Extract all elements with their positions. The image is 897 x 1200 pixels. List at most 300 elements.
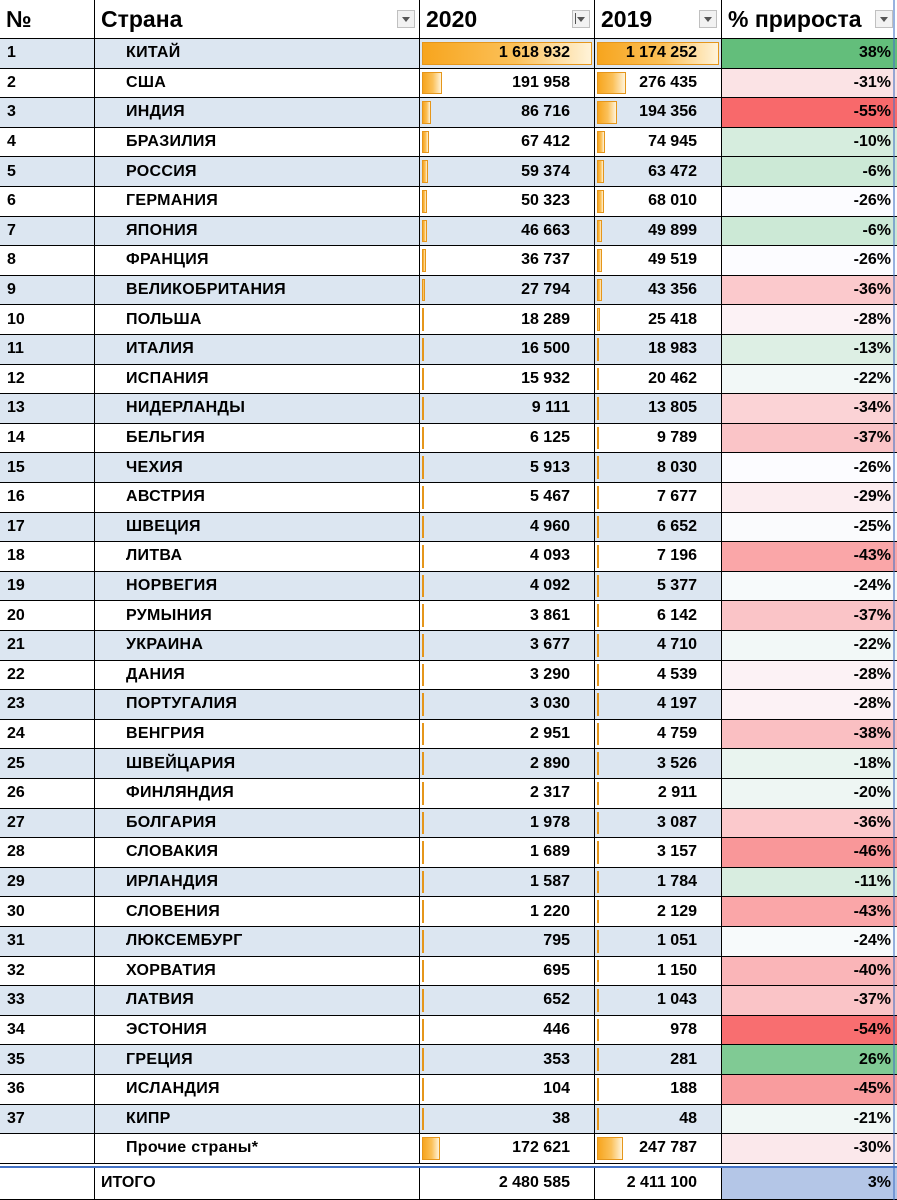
cell-2019[interactable] xyxy=(595,927,722,956)
cell-num[interactable]: 22 xyxy=(0,661,95,690)
cell-growth[interactable] xyxy=(722,98,897,127)
data-bar xyxy=(597,516,599,539)
table-row[interactable] xyxy=(0,927,897,957)
cell-2019[interactable] xyxy=(595,305,722,334)
cell-growth[interactable] xyxy=(722,986,897,1015)
cell-growth[interactable] xyxy=(722,749,897,778)
cell-num[interactable]: 17 xyxy=(0,513,95,542)
sort-descending-icon[interactable] xyxy=(572,10,590,28)
cell-2020[interactable] xyxy=(420,513,595,542)
cell-country[interactable]: КИПР xyxy=(95,1105,420,1134)
cell-2019[interactable] xyxy=(595,187,722,216)
cell-country[interactable]: ВЕНГРИЯ xyxy=(95,720,420,749)
cell-2019-value: 1 051 xyxy=(656,932,697,950)
cell-2020[interactable] xyxy=(420,749,595,778)
table-row[interactable] xyxy=(0,217,897,247)
cell-growth-value: -38% xyxy=(853,725,891,743)
cell-growth[interactable] xyxy=(722,1075,897,1104)
cell-2020[interactable] xyxy=(420,335,595,364)
cell-2019[interactable] xyxy=(595,365,722,394)
cell-2020[interactable] xyxy=(420,542,595,571)
cell-country[interactable]: ИНДИЯ xyxy=(95,98,420,127)
cell-num[interactable]: 31 xyxy=(0,927,95,956)
cell-2020[interactable] xyxy=(420,868,595,897)
cell-num[interactable]: 23 xyxy=(0,690,95,719)
cell-2019-value: 2 911 xyxy=(657,784,697,802)
table-row[interactable] xyxy=(0,39,897,69)
cell-growth[interactable] xyxy=(722,246,897,275)
total-2020[interactable] xyxy=(420,1168,595,1199)
cell-country[interactable]: НОРВЕГИЯ xyxy=(95,572,420,601)
cell-num[interactable]: 27 xyxy=(0,809,95,838)
cell-country[interactable]: ФИНЛЯНДИЯ xyxy=(95,779,420,808)
cell-2020[interactable] xyxy=(420,897,595,926)
cell-growth[interactable] xyxy=(722,897,897,926)
cell-growth[interactable] xyxy=(722,513,897,542)
cell-growth[interactable] xyxy=(722,187,897,216)
cell-num[interactable]: 7 xyxy=(0,217,95,246)
data-bar xyxy=(422,190,427,213)
cell-country[interactable]: ФРАНЦИЯ xyxy=(95,246,420,275)
cell-2019[interactable] xyxy=(595,335,722,364)
data-bar xyxy=(422,634,424,657)
cell-growth[interactable] xyxy=(722,1016,897,1045)
table-row[interactable] xyxy=(0,424,897,454)
table-row[interactable] xyxy=(0,868,897,898)
cell-2019-value: 48 xyxy=(679,1109,697,1127)
cell-country[interactable]: ИСЛАНДИЯ xyxy=(95,1075,420,1104)
table-row[interactable] xyxy=(0,513,897,543)
cell-country[interactable]: ИТАЛИЯ xyxy=(95,335,420,364)
cell-num[interactable]: 5 xyxy=(0,157,95,186)
cell-country[interactable]: ЛЮКСЕМБУРГ xyxy=(95,927,420,956)
table-row[interactable] xyxy=(0,365,897,395)
data-bar xyxy=(597,368,599,391)
cell-num[interactable]: 12 xyxy=(0,365,95,394)
table-row[interactable] xyxy=(0,838,897,868)
cell-growth-value: -40% xyxy=(853,961,891,979)
cell-2020[interactable] xyxy=(420,157,595,186)
table-row[interactable] xyxy=(0,601,897,631)
cell-2019[interactable] xyxy=(595,1016,722,1045)
cell-growth[interactable] xyxy=(722,661,897,690)
cell-2019[interactable] xyxy=(595,838,722,867)
table-row[interactable] xyxy=(0,809,897,839)
cell-2020[interactable] xyxy=(420,572,595,601)
cell-country[interactable]: СЛОВЕНИЯ xyxy=(95,897,420,926)
cell-2020[interactable] xyxy=(420,661,595,690)
cell-growth-value: 38% xyxy=(858,44,891,62)
table-row[interactable] xyxy=(0,187,897,217)
cell-growth[interactable] xyxy=(722,128,897,157)
filter-dropdown-icon[interactable] xyxy=(875,10,893,28)
cell-2019[interactable] xyxy=(595,749,722,778)
cell-2019[interactable] xyxy=(595,631,722,660)
cell-growth-value: -43% xyxy=(853,902,891,920)
cell-growth[interactable] xyxy=(722,276,897,305)
cell-num[interactable]: 28 xyxy=(0,838,95,867)
data-bar xyxy=(597,190,604,213)
cell-2020[interactable] xyxy=(420,986,595,1015)
cell-growth[interactable] xyxy=(722,1045,897,1074)
table-row[interactable] xyxy=(0,1075,897,1105)
cell-2019-value: 1 174 252 xyxy=(625,44,697,62)
cell-num[interactable]: 6 xyxy=(0,187,95,216)
data-bar xyxy=(422,427,424,450)
cell-2020[interactable] xyxy=(420,631,595,660)
data-bar xyxy=(597,634,599,657)
cell-2020[interactable] xyxy=(420,39,595,68)
table-row[interactable] xyxy=(0,661,897,691)
cell-2019[interactable] xyxy=(595,1075,722,1104)
cell-2019[interactable] xyxy=(595,868,722,897)
cell-num[interactable] xyxy=(0,1134,95,1163)
cell-growth[interactable] xyxy=(722,335,897,364)
cell-num[interactable]: 15 xyxy=(0,453,95,482)
cell-2020[interactable] xyxy=(420,453,595,482)
cell-2019[interactable] xyxy=(595,513,722,542)
cell-2019[interactable] xyxy=(595,217,722,246)
cell-2019-value: 74 945 xyxy=(648,133,697,151)
filter-dropdown-icon[interactable] xyxy=(699,10,717,28)
cell-2020[interactable] xyxy=(420,957,595,986)
table-row[interactable] xyxy=(0,572,897,602)
cell-2019[interactable] xyxy=(595,572,722,601)
table-row[interactable] xyxy=(0,394,897,424)
table-row[interactable] xyxy=(0,1105,897,1135)
cell-country[interactable]: ИРЛАНДИЯ xyxy=(95,868,420,897)
cell-country[interactable]: ЛАТВИЯ xyxy=(95,986,420,1015)
cell-num[interactable]: 20 xyxy=(0,601,95,630)
cell-growth[interactable] xyxy=(722,69,897,98)
data-bar xyxy=(422,1048,424,1071)
cell-2020[interactable] xyxy=(420,246,595,275)
cell-2019-value: 49 899 xyxy=(648,221,697,239)
cell-country[interactable]: ЛИТВА xyxy=(95,542,420,571)
table-row[interactable] xyxy=(0,157,897,187)
cell-2020[interactable] xyxy=(420,927,595,956)
table-row[interactable] xyxy=(0,957,897,987)
cell-growth[interactable] xyxy=(722,305,897,334)
col-header-country[interactable] xyxy=(95,0,420,38)
data-bar xyxy=(597,397,599,420)
data-bar xyxy=(597,900,599,923)
cell-growth[interactable] xyxy=(722,217,897,246)
cell-2019-value: 9 789 xyxy=(656,429,697,447)
cell-country[interactable]: БЕЛЬГИЯ xyxy=(95,424,420,453)
cell-growth[interactable] xyxy=(722,927,897,956)
cell-country[interactable]: ГЕРМАНИЯ xyxy=(95,187,420,216)
cell-country[interactable]: ШВЕЙЦАРИЯ xyxy=(95,749,420,778)
data-bar xyxy=(597,131,605,154)
cell-2019[interactable] xyxy=(595,690,722,719)
table-row[interactable] xyxy=(0,453,897,483)
cell-2019[interactable] xyxy=(595,897,722,926)
total-growth[interactable] xyxy=(722,1168,897,1199)
cell-2020-value: 27 794 xyxy=(521,281,570,299)
cell-num[interactable]: 3 xyxy=(0,98,95,127)
cell-growth-value: -6% xyxy=(862,162,891,180)
table-row[interactable] xyxy=(0,749,897,779)
cell-2019[interactable] xyxy=(595,483,722,512)
cell-2020[interactable] xyxy=(420,69,595,98)
cell-2020-value: 50 323 xyxy=(521,192,570,210)
cell-num[interactable]: 34 xyxy=(0,1016,95,1045)
table-row[interactable] xyxy=(0,69,897,99)
cell-2020[interactable] xyxy=(420,809,595,838)
selection-edge xyxy=(893,0,895,1200)
cell-2019[interactable] xyxy=(595,157,722,186)
cell-growth-value: -28% xyxy=(853,695,891,713)
cell-2019[interactable] xyxy=(595,957,722,986)
table-row[interactable] xyxy=(0,483,897,513)
data-bar xyxy=(422,220,427,243)
cell-2019-value: 276 435 xyxy=(639,73,697,91)
cell-2019[interactable] xyxy=(595,394,722,423)
cell-growth[interactable] xyxy=(722,690,897,719)
cell-num[interactable]: 36 xyxy=(0,1075,95,1104)
table-row[interactable] xyxy=(0,779,897,809)
cell-country[interactable]: ДАНИЯ xyxy=(95,661,420,690)
cell-num[interactable]: 37 xyxy=(0,1105,95,1134)
cell-2020[interactable] xyxy=(420,394,595,423)
data-bar xyxy=(422,160,428,183)
table-row[interactable] xyxy=(0,720,897,750)
cell-growth[interactable] xyxy=(722,809,897,838)
table-row[interactable] xyxy=(0,305,897,335)
cell-2019[interactable] xyxy=(595,601,722,630)
cell-country[interactable]: ХОРВАТИЯ xyxy=(95,957,420,986)
cell-2020-value: 5 467 xyxy=(529,488,570,506)
cell-2019[interactable] xyxy=(595,986,722,1015)
cell-country[interactable]: РОССИЯ xyxy=(95,157,420,186)
cell-num[interactable]: 24 xyxy=(0,720,95,749)
cell-growth-value: -28% xyxy=(853,665,891,683)
table-row[interactable] xyxy=(0,335,897,365)
data-bar xyxy=(597,72,626,95)
cell-growth[interactable] xyxy=(722,483,897,512)
cell-num[interactable]: 16 xyxy=(0,483,95,512)
cell-num[interactable]: 11 xyxy=(0,335,95,364)
table-row[interactable] xyxy=(0,986,897,1016)
cell-growth-value: -36% xyxy=(853,813,891,831)
cell-2019[interactable] xyxy=(595,779,722,808)
data-bar xyxy=(422,1019,424,1042)
cell-2020[interactable] xyxy=(420,305,595,334)
cell-2019[interactable] xyxy=(595,661,722,690)
cell-country[interactable]: ЭСТОНИЯ xyxy=(95,1016,420,1045)
cell-growth[interactable] xyxy=(722,39,897,68)
cell-2020[interactable] xyxy=(420,720,595,749)
cell-growth[interactable] xyxy=(722,157,897,186)
cell-2020[interactable] xyxy=(420,187,595,216)
table-row[interactable] xyxy=(0,276,897,306)
cell-2020-value: 4 960 xyxy=(529,517,570,535)
cell-2020[interactable] xyxy=(420,217,595,246)
col-header-num[interactable]: № xyxy=(0,0,95,38)
table-row[interactable] xyxy=(0,631,897,661)
cell-num[interactable]: 33 xyxy=(0,986,95,1015)
cell-num[interactable]: 35 xyxy=(0,1045,95,1074)
cell-2019[interactable] xyxy=(595,276,722,305)
cell-2020-value: 4 092 xyxy=(529,577,570,595)
data-bar xyxy=(597,427,599,450)
cell-2020[interactable] xyxy=(420,838,595,867)
filter-dropdown-icon[interactable] xyxy=(397,10,415,28)
table-row[interactable] xyxy=(0,1016,897,1046)
cell-2020[interactable] xyxy=(420,1045,595,1074)
col-header-growth[interactable] xyxy=(722,0,897,38)
cell-num[interactable]: 25 xyxy=(0,749,95,778)
data-bar xyxy=(597,752,599,775)
data-bar xyxy=(597,486,599,509)
data-bar xyxy=(597,1019,599,1042)
cell-country[interactable]: ГРЕЦИЯ xyxy=(95,1045,420,1074)
cell-2020[interactable] xyxy=(420,365,595,394)
cell-growth[interactable] xyxy=(722,1134,897,1163)
cell-num[interactable]: 29 xyxy=(0,868,95,897)
cell-num[interactable]: 19 xyxy=(0,572,95,601)
cell-num[interactable]: 18 xyxy=(0,542,95,571)
cell-num[interactable]: 8 xyxy=(0,246,95,275)
cell-num[interactable]: 13 xyxy=(0,394,95,423)
data-bar xyxy=(422,338,424,361)
cell-2019[interactable] xyxy=(595,453,722,482)
cell-2020[interactable] xyxy=(420,690,595,719)
cell-country[interactable]: АВСТРИЯ xyxy=(95,483,420,512)
total-2019[interactable] xyxy=(595,1168,722,1199)
cell-growth[interactable] xyxy=(722,779,897,808)
cell-country[interactable]: НИДЕРЛАНДЫ xyxy=(95,394,420,423)
cell-2019[interactable] xyxy=(595,128,722,157)
cell-2019[interactable] xyxy=(595,1134,722,1163)
cell-num[interactable]: 30 xyxy=(0,897,95,926)
cell-2020[interactable] xyxy=(420,1075,595,1104)
cell-growth-value: -11% xyxy=(854,873,891,891)
table-row[interactable] xyxy=(0,1045,897,1075)
cell-growth[interactable] xyxy=(722,601,897,630)
cell-growth[interactable] xyxy=(722,631,897,660)
cell-growth[interactable] xyxy=(722,1105,897,1134)
total-label[interactable]: ИТОГО xyxy=(95,1168,420,1199)
cell-country[interactable]: СЛОВАКИЯ xyxy=(95,838,420,867)
cell-2020[interactable] xyxy=(420,128,595,157)
cell-2019[interactable] xyxy=(595,246,722,275)
cell-growth[interactable] xyxy=(722,838,897,867)
cell-2020-value: 9 111 xyxy=(531,399,570,417)
cell-country[interactable]: ПОРТУГАЛИЯ xyxy=(95,690,420,719)
cell-growth[interactable] xyxy=(722,957,897,986)
cell-2019[interactable] xyxy=(595,69,722,98)
col-header-2020[interactable] xyxy=(420,0,595,38)
cell-country[interactable]: ЧЕХИЯ xyxy=(95,453,420,482)
cell-2019[interactable] xyxy=(595,809,722,838)
cell-2020-value: 2 890 xyxy=(529,754,570,772)
cell-growth[interactable] xyxy=(722,572,897,601)
col-header-2019[interactable] xyxy=(595,0,722,38)
cell-num[interactable]: 9 xyxy=(0,276,95,305)
cell-2020[interactable] xyxy=(420,276,595,305)
table-row[interactable] xyxy=(0,1134,897,1164)
cell-2019-value: 4 197 xyxy=(656,695,697,713)
cell-country[interactable]: БОЛГАРИЯ xyxy=(95,809,420,838)
cell-2020[interactable] xyxy=(420,1134,595,1163)
cell-country[interactable]: США xyxy=(95,69,420,98)
cell-2019[interactable] xyxy=(595,720,722,749)
cell-num[interactable]: 4 xyxy=(0,128,95,157)
cell-country[interactable]: ЯПОНИЯ xyxy=(95,217,420,246)
cell-growth[interactable] xyxy=(722,868,897,897)
cell-2019[interactable] xyxy=(595,39,722,68)
cell-country[interactable]: ШВЕЦИЯ xyxy=(95,513,420,542)
cell-num[interactable]: 2 xyxy=(0,69,95,98)
cell-num[interactable]: 26 xyxy=(0,779,95,808)
cell-2020[interactable] xyxy=(420,424,595,453)
cell-country[interactable]: ВЕЛИКОБРИТАНИЯ xyxy=(95,276,420,305)
table-row[interactable] xyxy=(0,690,897,720)
cell-2019[interactable] xyxy=(595,98,722,127)
cell-growth-value: -31% xyxy=(853,73,891,91)
cell-growth-value: -34% xyxy=(853,399,891,417)
cell-2020[interactable] xyxy=(420,98,595,127)
cell-country[interactable]: ИСПАНИЯ xyxy=(95,365,420,394)
table-row[interactable] xyxy=(0,246,897,276)
cell-growth[interactable] xyxy=(722,453,897,482)
table-row[interactable] xyxy=(0,897,897,927)
data-bar xyxy=(597,723,599,746)
cell-growth[interactable] xyxy=(722,542,897,571)
table-row[interactable] xyxy=(0,98,897,128)
cell-country[interactable]: УКРАИНА xyxy=(95,631,420,660)
total-row[interactable] xyxy=(0,1166,897,1200)
table-row[interactable] xyxy=(0,542,897,572)
cell-num[interactable]: 10 xyxy=(0,305,95,334)
cell-country[interactable]: БРАЗИЛИЯ xyxy=(95,128,420,157)
cell-2020[interactable] xyxy=(420,1105,595,1134)
cell-2019[interactable] xyxy=(595,1045,722,1074)
cell-num[interactable]: 14 xyxy=(0,424,95,453)
table-row[interactable] xyxy=(0,128,897,158)
cell-2020-value: 4 093 xyxy=(529,547,570,565)
cell-2019-value: 49 519 xyxy=(648,251,697,269)
cell-num[interactable]: 1 xyxy=(0,39,95,68)
data-bar xyxy=(422,812,424,835)
cell-growth[interactable] xyxy=(722,424,897,453)
cell-growth[interactable] xyxy=(722,394,897,423)
cell-country[interactable]: РУМЫНИЯ xyxy=(95,601,420,630)
cell-2020[interactable] xyxy=(420,1016,595,1045)
cell-2019[interactable] xyxy=(595,424,722,453)
cell-2020-value: 3 677 xyxy=(529,636,570,654)
cell-num[interactable]: 21 xyxy=(0,631,95,660)
cell-2019[interactable] xyxy=(595,1105,722,1134)
cell-growth[interactable] xyxy=(722,720,897,749)
cell-num[interactable]: 32 xyxy=(0,957,95,986)
cell-country[interactable]: КИТАЙ xyxy=(95,39,420,68)
cell-growth[interactable] xyxy=(722,365,897,394)
cell-2020-value: 2 317 xyxy=(529,784,570,802)
cell-2019[interactable] xyxy=(595,542,722,571)
cell-2020[interactable] xyxy=(420,601,595,630)
cell-country[interactable]: Прочие страны* xyxy=(95,1134,420,1163)
cell-2020[interactable] xyxy=(420,483,595,512)
cell-2019-value: 4 759 xyxy=(656,725,697,743)
cell-2020[interactable] xyxy=(420,779,595,808)
cell-2020-value: 695 xyxy=(543,961,570,979)
cell-country[interactable]: ПОЛЬША xyxy=(95,305,420,334)
data-bar xyxy=(597,1078,599,1101)
cell-2020-value: 1 618 932 xyxy=(498,44,570,62)
